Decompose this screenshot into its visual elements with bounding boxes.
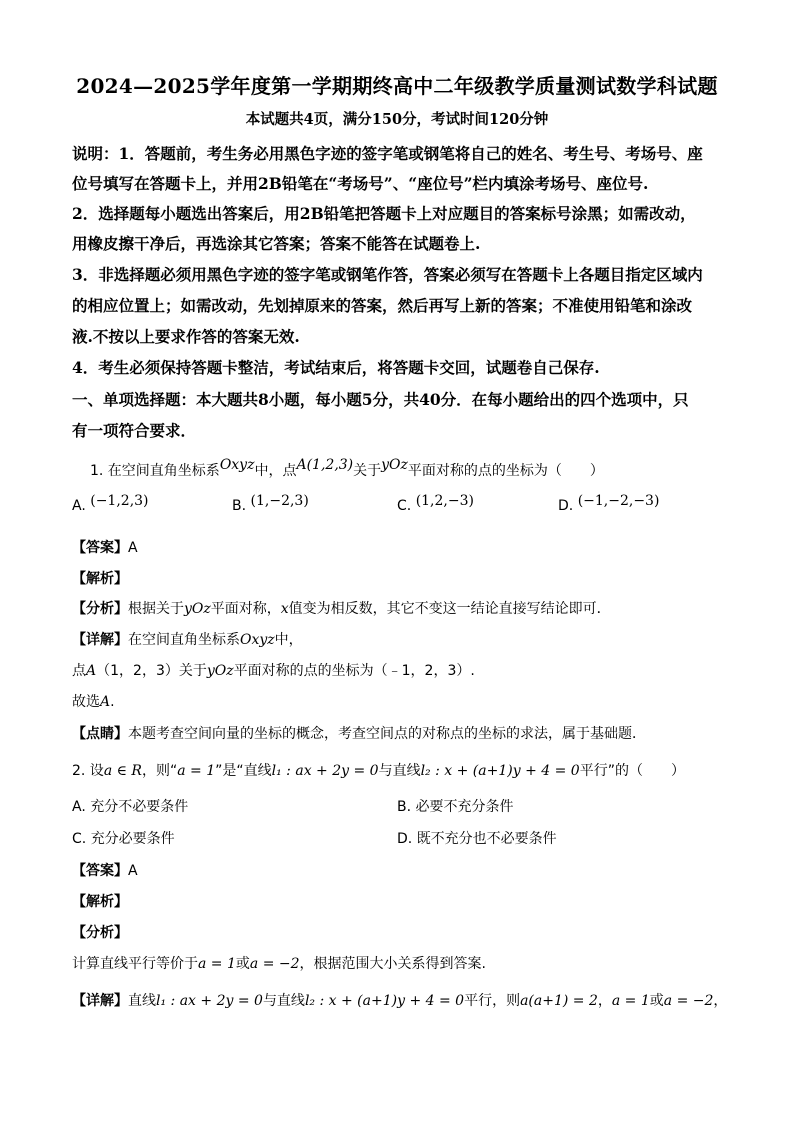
q1-option-a: A. (−1,2,3) (72, 493, 149, 514)
point-a: A(1,2,3) (296, 457, 354, 473)
page-title: 2024—2025学年度第一学期期终高中二年级教学质量测试数学科试题 (76, 74, 718, 98)
q1-fenxi: 【分析】根据关于yOz平面对称，x值变为相反数，其它不变这一结论直接写结论即可． (72, 601, 611, 617)
q1-analysis-tag: 【解析】 (72, 571, 128, 587)
section-heading-line-2: 有一项符合要求． (72, 421, 197, 440)
section-heading-line-1: 一、单项选择题：本大题共8小题，每小题5分，共40分．在每小题给出的四个选项中，只 (72, 390, 689, 409)
q1-detail-1: 【详解】在空间直角坐标系Oxyz中， (72, 632, 303, 648)
q1-option-c: C. (1,2,−3) (397, 493, 474, 514)
instruction-line-7: 液.不按以上要求作答的答案无效. (72, 327, 300, 346)
question-1-stem: 1. 在空间直角坐标系Oxyz中，点A(1,2,3)关于yOz平面对称的点的坐标为（ ） (90, 457, 604, 479)
instruction-line-5: 3．非选择题必须用黑色字迹的签字笔或钢笔作答，答案必须写在答题卡上各题目指定区域内 (72, 265, 703, 284)
instruction-line-8: 4．考生必须保持答题卡整洁，考试结束后，将答题卡交回，试题卷自己保存. (72, 358, 600, 377)
q1-option-d: D. (−1,−2,−3) (558, 493, 660, 514)
instruction-line-6: 的相应位置上；如需改动，先划掉原来的答案，然后再写上新的答案；不准使用铅笔和涂改 (72, 296, 693, 315)
q1-comment: 【点睛】本题考查空间向量的坐标的概念，考查空间点的对称点的坐标的求法，属于基础题． (72, 726, 646, 742)
q1-option-b: B. (1,−2,3) (232, 493, 309, 514)
q1-detail-2: 点A（1，2，3）关于yOz平面对称的点的坐标为（﹣1，2，3）. (72, 663, 475, 679)
q2-analysis-tag: 【解析】 (72, 894, 128, 910)
q2-option-b: B. 必要不充分条件 (397, 799, 514, 815)
q2-option-d: D. 既不充分也不必要条件 (397, 831, 557, 847)
instruction-line-4: 用橡皮擦干净后，再选涂其它答案；答案不能答在试题卷上. (72, 234, 481, 253)
instruction-line-2: 位号填写在答题卡上，并用2B铅笔在“考场号”、“座位号”栏内填涂考场号、座位号. (72, 174, 649, 193)
page-subtitle: 本试题共4页，满分150分，考试时间120分钟 (245, 111, 549, 128)
q2-fenxi-tag: 【分析】 (72, 925, 128, 941)
q1-detail-3: 故选A. (72, 694, 115, 710)
q2-option-a: A. 充分不必要条件 (72, 799, 189, 815)
q1-answer: 【答案】A (72, 540, 138, 556)
question-2-stem: 2. 设a ∈ R，则“a = 1”是“直线l₁ : ax + 2y = 0与直线l₂ : x + (a+1)y + 4 = 0平行”的（ ） (72, 763, 685, 779)
instruction-line-3: 2．选择题每小题选出答案后，用2B铅笔把答题卡上对应题目的答案标号涂黑；如需改动， (72, 204, 696, 223)
instruction-line-1: 说明：1．答题前，考生务必用黑色字迹的签字笔或钢笔将自己的姓名、考生号、考场号、座 (72, 144, 703, 163)
q2-option-c: C. 充分必要条件 (72, 831, 175, 847)
q2-detail: 【详解】直线l₁ : ax + 2y = 0与直线l₂ : x + (a+1)y + 4 = 0平行，则a(a+1) = 2，a = 1或a = −2， (72, 993, 728, 1009)
coord-system: Oxyz (219, 457, 255, 473)
q2-answer: 【答案】A (72, 863, 138, 879)
q2-fenxi: 计算直线平行等价于a = 1或a = −2，根据范围大小关系得到答案. (72, 956, 486, 972)
plane-yoz: yOz (381, 457, 408, 473)
